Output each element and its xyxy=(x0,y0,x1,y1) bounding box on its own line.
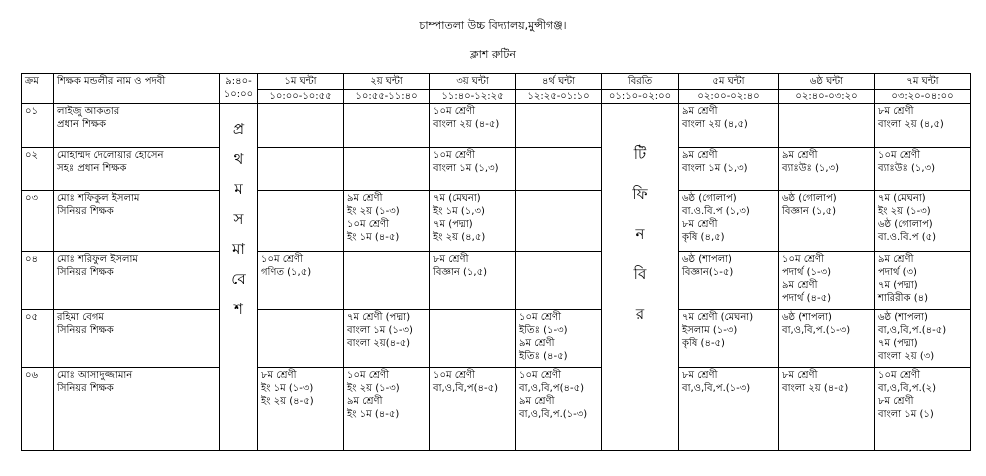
cell-line: ১০ম শ্রেণী xyxy=(261,254,303,265)
teacher-name: মোঃ আসাদুজ্জামান xyxy=(57,370,133,381)
cell-line: ৮ম শ্রেণী xyxy=(261,370,297,381)
period-cell-p1 xyxy=(258,310,344,368)
time-period-6: ০২:৪০-০৩:২০ xyxy=(779,90,875,104)
period-cell-p6 xyxy=(779,368,875,451)
cell-line: ১০ম শ্রেণী xyxy=(782,254,824,265)
cell-line: গণিত (১,৫) xyxy=(261,267,312,278)
routine-body xyxy=(22,104,971,451)
cell-line: বিজ্ঞান(১-৫) xyxy=(682,267,734,278)
cell-line: ৯ম শ্রেণী xyxy=(782,280,818,291)
cell-line: ৬ষ্ঠ (শাপলা) xyxy=(878,312,928,323)
col-teacher: শিক্ষক মন্ডলীর নাম ও পদবী xyxy=(54,74,220,104)
cell-line: ৬ষ্ঠ (শাপলা) xyxy=(782,312,832,323)
cell-line: কৃষি (৪,৫) xyxy=(682,232,725,243)
period-cell-p5 xyxy=(679,148,779,191)
cell-line: বাংলা ২য় (৪,৫) xyxy=(878,119,944,130)
cell-line: ৭ম (পদ্মা) xyxy=(878,280,918,291)
serial-cell: ০২ xyxy=(22,148,54,191)
cell-line: ৯ম শ্রেণী xyxy=(682,150,718,161)
serial-cell: ০৪ xyxy=(22,252,54,310)
assembly-letter: প্র xyxy=(232,120,245,138)
cell-line: ইতিঃ (৪-৫) xyxy=(519,351,568,362)
cell-line: ৭ম (পদ্মা) xyxy=(878,338,918,349)
serial-cell: ০৬ xyxy=(22,368,54,451)
cell-line: বাংলা ১ম (১) xyxy=(878,409,934,420)
cell-line: বা,ও,বি,প.(২) xyxy=(878,383,937,394)
time-period-5: ০২:০০-০২:৪০ xyxy=(679,90,779,104)
break-letter: ন xyxy=(635,225,645,243)
cell-line: বাংলা ১ম (১-৩) xyxy=(347,325,413,336)
cell-line: ১০ম শ্রেণী xyxy=(433,106,475,117)
cell-line: ইং ২য় (৪-৫) xyxy=(261,396,314,407)
period-cell-p1 xyxy=(258,104,344,148)
serial-cell: ০৩ xyxy=(22,191,54,252)
cell-line: ব্যাঃউঃ (১,৩) xyxy=(782,163,839,174)
cell-line: ৬ষ্ঠ (গোলাপ) xyxy=(782,193,837,204)
teacher-name: মোঃ শফিকুল ইসলাম xyxy=(57,193,140,204)
cell-line: ৮ম শ্রেণী xyxy=(682,219,718,230)
col-period-6: ৬ষ্ঠ ঘন্টা xyxy=(779,74,875,90)
col-assembly-time: ৯:৪০- ১০:০০ xyxy=(220,74,258,104)
cell-line: পদার্থ (১-৩) xyxy=(782,267,831,278)
col-serial: ক্রম xyxy=(22,74,54,104)
cell-line: ৬ষ্ঠ (গোলাপ) xyxy=(682,193,737,204)
table-row xyxy=(22,104,971,148)
period-cell-p2 xyxy=(344,310,430,368)
col-period-4: ৪র্থ ঘন্টা xyxy=(516,74,602,90)
period-cell-p3 xyxy=(430,191,516,252)
cell-line: ১০ম শ্রেণী xyxy=(347,370,389,381)
period-cell-p3 xyxy=(430,310,516,368)
cell-line: বা,ও,বি,প.(৪-৫) xyxy=(878,325,947,336)
cell-line: ১০ম শ্রেণী xyxy=(519,312,561,323)
period-cell-p2 xyxy=(344,191,430,252)
period-cell-p4 xyxy=(516,191,602,252)
time-break: ০১:১০-০২:০০ xyxy=(602,90,679,104)
cell-line: কৃষি (৪-৫) xyxy=(682,338,725,349)
teacher-title: সিনিয়র শিক্ষক xyxy=(57,325,114,336)
cell-line: বাংলা ২য়(৪-৫) xyxy=(347,338,411,349)
cell-line: পদার্থ (৪-৫) xyxy=(782,293,831,304)
cell-line: ইতিঃ (১-৩) xyxy=(519,325,568,336)
cell-line: বাংলা ২য় (৪-৫) xyxy=(782,383,849,394)
period-cell-p5 xyxy=(679,310,779,368)
teacher-title: সহঃ প্রধান শিক্ষক xyxy=(57,163,127,174)
break-vertical-cell xyxy=(602,104,679,451)
cell-line: ১০ম শ্রেণী xyxy=(878,370,920,381)
cell-line: ইং ২য় (১-৩) xyxy=(878,206,931,217)
cell-line: বা,ও,বি,প(৪-৫) xyxy=(519,383,584,394)
period-cell-p3 xyxy=(430,148,516,191)
period-cell-p2 xyxy=(344,368,430,451)
period-cell-p1 xyxy=(258,252,344,310)
period-cell-p1 xyxy=(258,191,344,252)
cell-line: ইং ১ম (১,৩) xyxy=(433,206,485,217)
cell-line: ১০ম শ্রেণী xyxy=(347,219,389,230)
period-cell-p7 xyxy=(875,310,971,368)
cell-line: ৭ম (পদ্মা) xyxy=(433,219,473,230)
cell-line: ইং ১ম (৪-৫) xyxy=(347,409,400,420)
period-cell-p2 xyxy=(344,252,430,310)
period-cell-p2 xyxy=(344,104,430,148)
cell-line: ইং ১ম (১-৩) xyxy=(261,383,314,394)
cell-line: ৮ম শ্রেণী xyxy=(682,370,718,381)
table-row xyxy=(22,252,971,310)
cell-line: পদার্থ (৩) xyxy=(878,267,917,278)
cell-line: ১০ম শ্রেণী xyxy=(433,370,475,381)
cell-line: বাংলা ১ম (১,৩) xyxy=(433,163,499,174)
cell-line: বাংলা ১ম (১,৩) xyxy=(682,163,748,174)
cell-line: ১০ম শ্রেণী xyxy=(519,370,561,381)
table-row xyxy=(22,191,971,252)
cell-line: ৯ম শ্রেণী xyxy=(519,396,555,407)
cell-line: ৭ম (মেঘনা) xyxy=(878,193,926,204)
cell-line: ইসলাম (১-৩) xyxy=(682,325,738,336)
cell-line: ১০ম শ্রেণী xyxy=(878,150,920,161)
time-period-3: ১১:৪০-১২:২৫ xyxy=(430,90,516,104)
teacher-title: সিনিয়র শিক্ষক xyxy=(57,206,114,217)
time-period-1: ১০:০০-১০:৫৫ xyxy=(258,90,344,104)
cell-line: ৮ম শ্রেণী xyxy=(782,370,818,381)
period-cell-p4 xyxy=(516,252,602,310)
assembly-letter: মা xyxy=(232,240,245,258)
cell-line: ১০ম শ্রেণী xyxy=(433,150,475,161)
cell-line: বিজ্ঞান (১,৫) xyxy=(433,267,488,278)
cell-line: ৮ম শ্রেণী xyxy=(878,396,914,407)
table-row xyxy=(22,368,971,451)
serial-cell: ০৫ xyxy=(22,310,54,368)
teacher-cell xyxy=(54,368,220,451)
cell-line: বাংলা ২য় (৪,৫) xyxy=(682,119,748,130)
assembly-letter: বে xyxy=(231,270,246,288)
teacher-name: মোহাম্মদ দেলোয়ার হোসেন xyxy=(57,150,164,161)
period-cell-p4 xyxy=(516,368,602,451)
period-cell-p3 xyxy=(430,104,516,148)
cell-line: ৯ম শ্রেণী xyxy=(347,193,383,204)
period-cell-p6 xyxy=(779,104,875,148)
teacher-name: মোঃ শরিফুল ইসলাম xyxy=(57,254,138,265)
cell-line: ৬ষ্ঠ (শাপলা) xyxy=(682,254,732,265)
period-cell-p3 xyxy=(430,252,516,310)
break-letter: টি xyxy=(633,145,647,163)
cell-line: ব্যাঃউঃ (১,৩) xyxy=(878,163,935,174)
cell-line: ৭ম (মেঘনা) xyxy=(433,193,481,204)
teacher-title: সিনিয়র শিক্ষক xyxy=(57,383,114,394)
assembly-letter: স xyxy=(233,210,244,228)
cell-line: বাংলা ২য় (৪-৫) xyxy=(433,119,500,130)
period-cell-p6 xyxy=(779,148,875,191)
assembly-letter: থ xyxy=(233,150,244,168)
time-period-7: ০৩:২০-০৪:০০ xyxy=(875,90,971,104)
period-cell-p4 xyxy=(516,148,602,191)
teacher-cell xyxy=(54,191,220,252)
cell-line: ৭ম শ্রেণী (পদ্মা) xyxy=(347,312,411,323)
col-period-2: ২য় ঘন্টা xyxy=(344,74,430,90)
cell-line: ৮ম শ্রেণী xyxy=(433,254,469,265)
break-letter: র xyxy=(635,305,645,323)
period-cell-p5 xyxy=(679,104,779,148)
teacher-cell xyxy=(54,310,220,368)
col-period-7: ৭ম ঘন্টা xyxy=(875,74,971,90)
period-cell-p1 xyxy=(258,368,344,451)
period-cell-p5 xyxy=(679,368,779,451)
period-cell-p3 xyxy=(430,368,516,451)
period-cell-p1 xyxy=(258,148,344,191)
cell-line: ৯ম শ্রেণী xyxy=(347,396,383,407)
period-cell-p6 xyxy=(779,191,875,252)
period-cell-p4 xyxy=(516,310,602,368)
table-row xyxy=(22,148,971,191)
cell-line: বাংলা ২য় (৩) xyxy=(878,351,935,362)
col-break: বিরতি xyxy=(602,74,679,90)
teacher-cell xyxy=(54,252,220,310)
period-cell-p7 xyxy=(875,252,971,310)
time-period-4: ১২:২৫-০১:১০ xyxy=(516,90,602,104)
cell-line: বা,ও,বি,প.(১-৩) xyxy=(519,409,588,420)
break-letter: ফি xyxy=(632,185,648,203)
cell-line: ইং ২য় (১-৩) xyxy=(347,206,400,217)
period-cell-p7 xyxy=(875,368,971,451)
cell-line: শারিরীক (৪) xyxy=(878,293,929,304)
teacher-title: প্রধান শিক্ষক xyxy=(57,119,106,130)
cell-line: ৯ম শ্রেণী xyxy=(782,150,818,161)
period-cell-p5 xyxy=(679,252,779,310)
routine-table xyxy=(21,73,971,451)
cell-line: ৬ষ্ঠ (গোলাপ) xyxy=(878,219,933,230)
period-cell-p7 xyxy=(875,191,971,252)
cell-line: ইং ১ম (৪-৫) xyxy=(347,232,400,243)
teacher-cell xyxy=(54,104,220,148)
teacher-name: রহিমা বেগম xyxy=(57,312,104,323)
table-row xyxy=(22,310,971,368)
cell-line: বা,ও,বি,প(৪-৫) xyxy=(433,383,498,394)
period-cell-p2 xyxy=(344,148,430,191)
cell-line: ৯ম শ্রেণী xyxy=(519,338,555,349)
col-period-3: ৩য় ঘন্টা xyxy=(430,74,516,90)
cell-line: ৯ম শ্রেণী xyxy=(878,254,914,265)
cell-line: ৭ম শ্রেণী (মেঘনা) xyxy=(682,312,754,323)
page-title: ক্লাশ রুটিন xyxy=(470,48,516,61)
col-period-1: ১ম ঘন্টা xyxy=(258,74,344,90)
cell-line: বিজ্ঞান (১,৫) xyxy=(782,206,837,217)
period-cell-p7 xyxy=(875,104,971,148)
assembly-vertical-cell xyxy=(220,104,258,451)
serial-cell: ০১ xyxy=(22,104,54,148)
period-cell-p5 xyxy=(679,191,779,252)
period-cell-p6 xyxy=(779,252,875,310)
assembly-letter: শ xyxy=(234,300,243,318)
break-letter: বি xyxy=(633,265,647,283)
period-cell-p7 xyxy=(875,148,971,191)
cell-line: বা,ও,বি,প.(১-৩) xyxy=(782,325,851,336)
period-cell-p4 xyxy=(516,104,602,148)
time-period-2: ১০:৫৫-১১:৪০ xyxy=(344,90,430,104)
assembly-letter: ম xyxy=(234,180,243,198)
teacher-cell xyxy=(54,148,220,191)
teacher-name: লাইজু আকতার xyxy=(57,106,120,117)
period-cell-p6 xyxy=(779,310,875,368)
teacher-title: সিনিয়র শিক্ষক xyxy=(57,267,114,278)
cell-line: ইং ২য় (৪,৫) xyxy=(433,232,486,243)
cell-line: বা,ও,বি,প.(১-৩) xyxy=(682,383,751,394)
cell-line: ইং ২য় (১-৩) xyxy=(347,383,400,394)
col-period-5: ৫ম ঘন্টা xyxy=(679,74,779,90)
cell-line: বা.ও.বি.প (১,৩) xyxy=(682,206,750,217)
cell-line: বা.ও.বি.প (৫) xyxy=(878,232,937,243)
school-name: চাম্পাতলা উচ্চ বিদ্যালয়,মুন্সীগঞ্জ। xyxy=(419,19,567,32)
cell-line: ৮ম শ্রেণী xyxy=(878,106,914,117)
cell-line: ৯ম শ্রেণী xyxy=(682,106,718,117)
